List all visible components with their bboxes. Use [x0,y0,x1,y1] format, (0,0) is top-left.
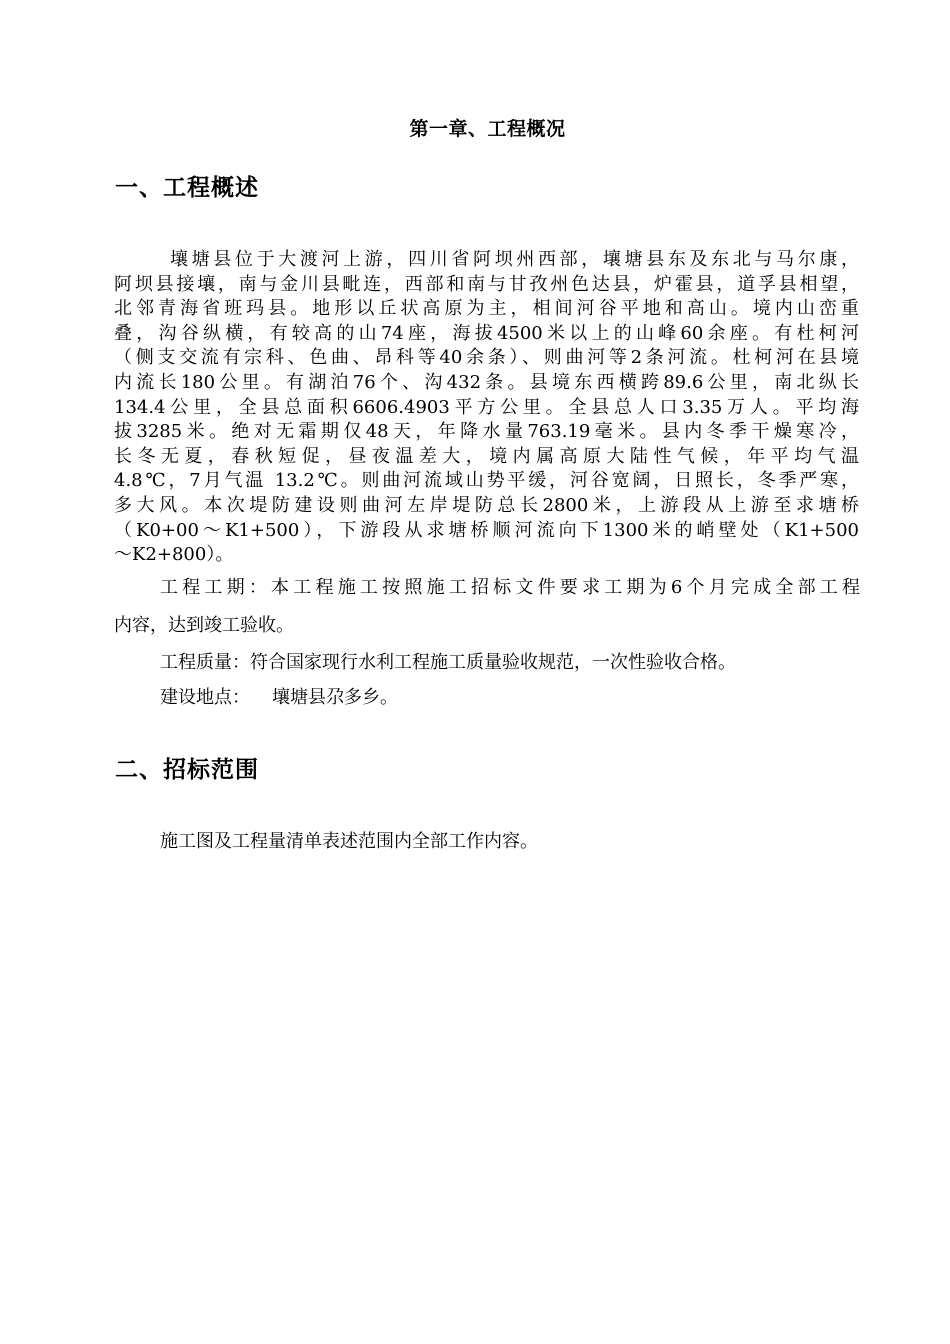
paragraph-line: 北邻青海省班玛县。地形以丘状高原为主，相间河谷平地和高山。境内山峦重 [114,298,859,320]
paragraph-line: 壤塘县位于大渡河上游，四川省阿坝州西部，壤塘县东及东北与马尔康， [170,249,859,270]
section-heading-bidding-scope: 二、招标范围 [115,757,259,783]
section-heading-overview: 一、工程概述 [115,175,259,201]
location-label: 建设地点： [160,687,250,708]
paragraph-line: 拔3285米。绝对无霜期仅48天，年降水量763.19毫米。县内冬季干燥寒冷， [114,421,859,443]
construction-location-line [160,686,398,710]
paragraph-line: ～K2+800）。 [114,544,234,566]
paragraph-line: 多大风。本次堤防建设则曲河左岸堤防总长2800米，上游段从上游至求塘桥 [114,494,859,516]
paragraph-line: （侧支交流有宗科、色曲、昂科等40余条）、则曲河等2条河流。杜柯河在县境 [114,347,859,369]
paragraph-line: 长冬无夏，春秋短促，昼夜温差大，境内属高原大陆性气候，年平均气温 [114,445,859,467]
chapter-title: 第一章、工程概况 [409,118,566,140]
paragraph-line: 134.4公里，全县总面积6606.4903平方公里。全县总人口3.35万人。平均海 [114,396,859,418]
bidding-scope-text: 施工图及工程量清单表述范围内全部工作内容。 [160,831,538,852]
paragraph-line: 4.8℃，7月气温 13.2℃。则曲河流域山势平缓，河谷宽阔，日照长，冬季严寒， [114,470,859,492]
project-description-paragraph [114,248,859,568]
paragraph-line: 阿坝县接壤，南与金川县毗连，西部和南与甘孜州色达县，炉霍县，道孚县相望， [114,273,859,295]
location-value: 壤塘县尕多乡。 [272,687,398,708]
paragraph-line: 叠，沟谷纵横，有较高的山74座，海拔4500米以上的山峰60余座。有杜柯河 [114,322,859,344]
construction-period-line: 工程工期：本工程施工按照施工招标文件要求工期为6个月完成全部工程 [160,577,860,598]
paragraph-line: （K0+00～K1+500），下游段从求塘桥顺河流向下1300米的峭壁处（K1+500 [114,519,859,541]
construction-period-line-continued: 内容，达到竣工验收。 [114,615,294,636]
paragraph-line: 内流长180公里。有湖泊76个、沟432条。县境东西横跨89.6公里，南北纵长 [114,371,859,393]
quality-requirement-line: 工程质量：符合国家现行水利工程施工质量验收规范，一次性验收合格。 [160,652,736,673]
